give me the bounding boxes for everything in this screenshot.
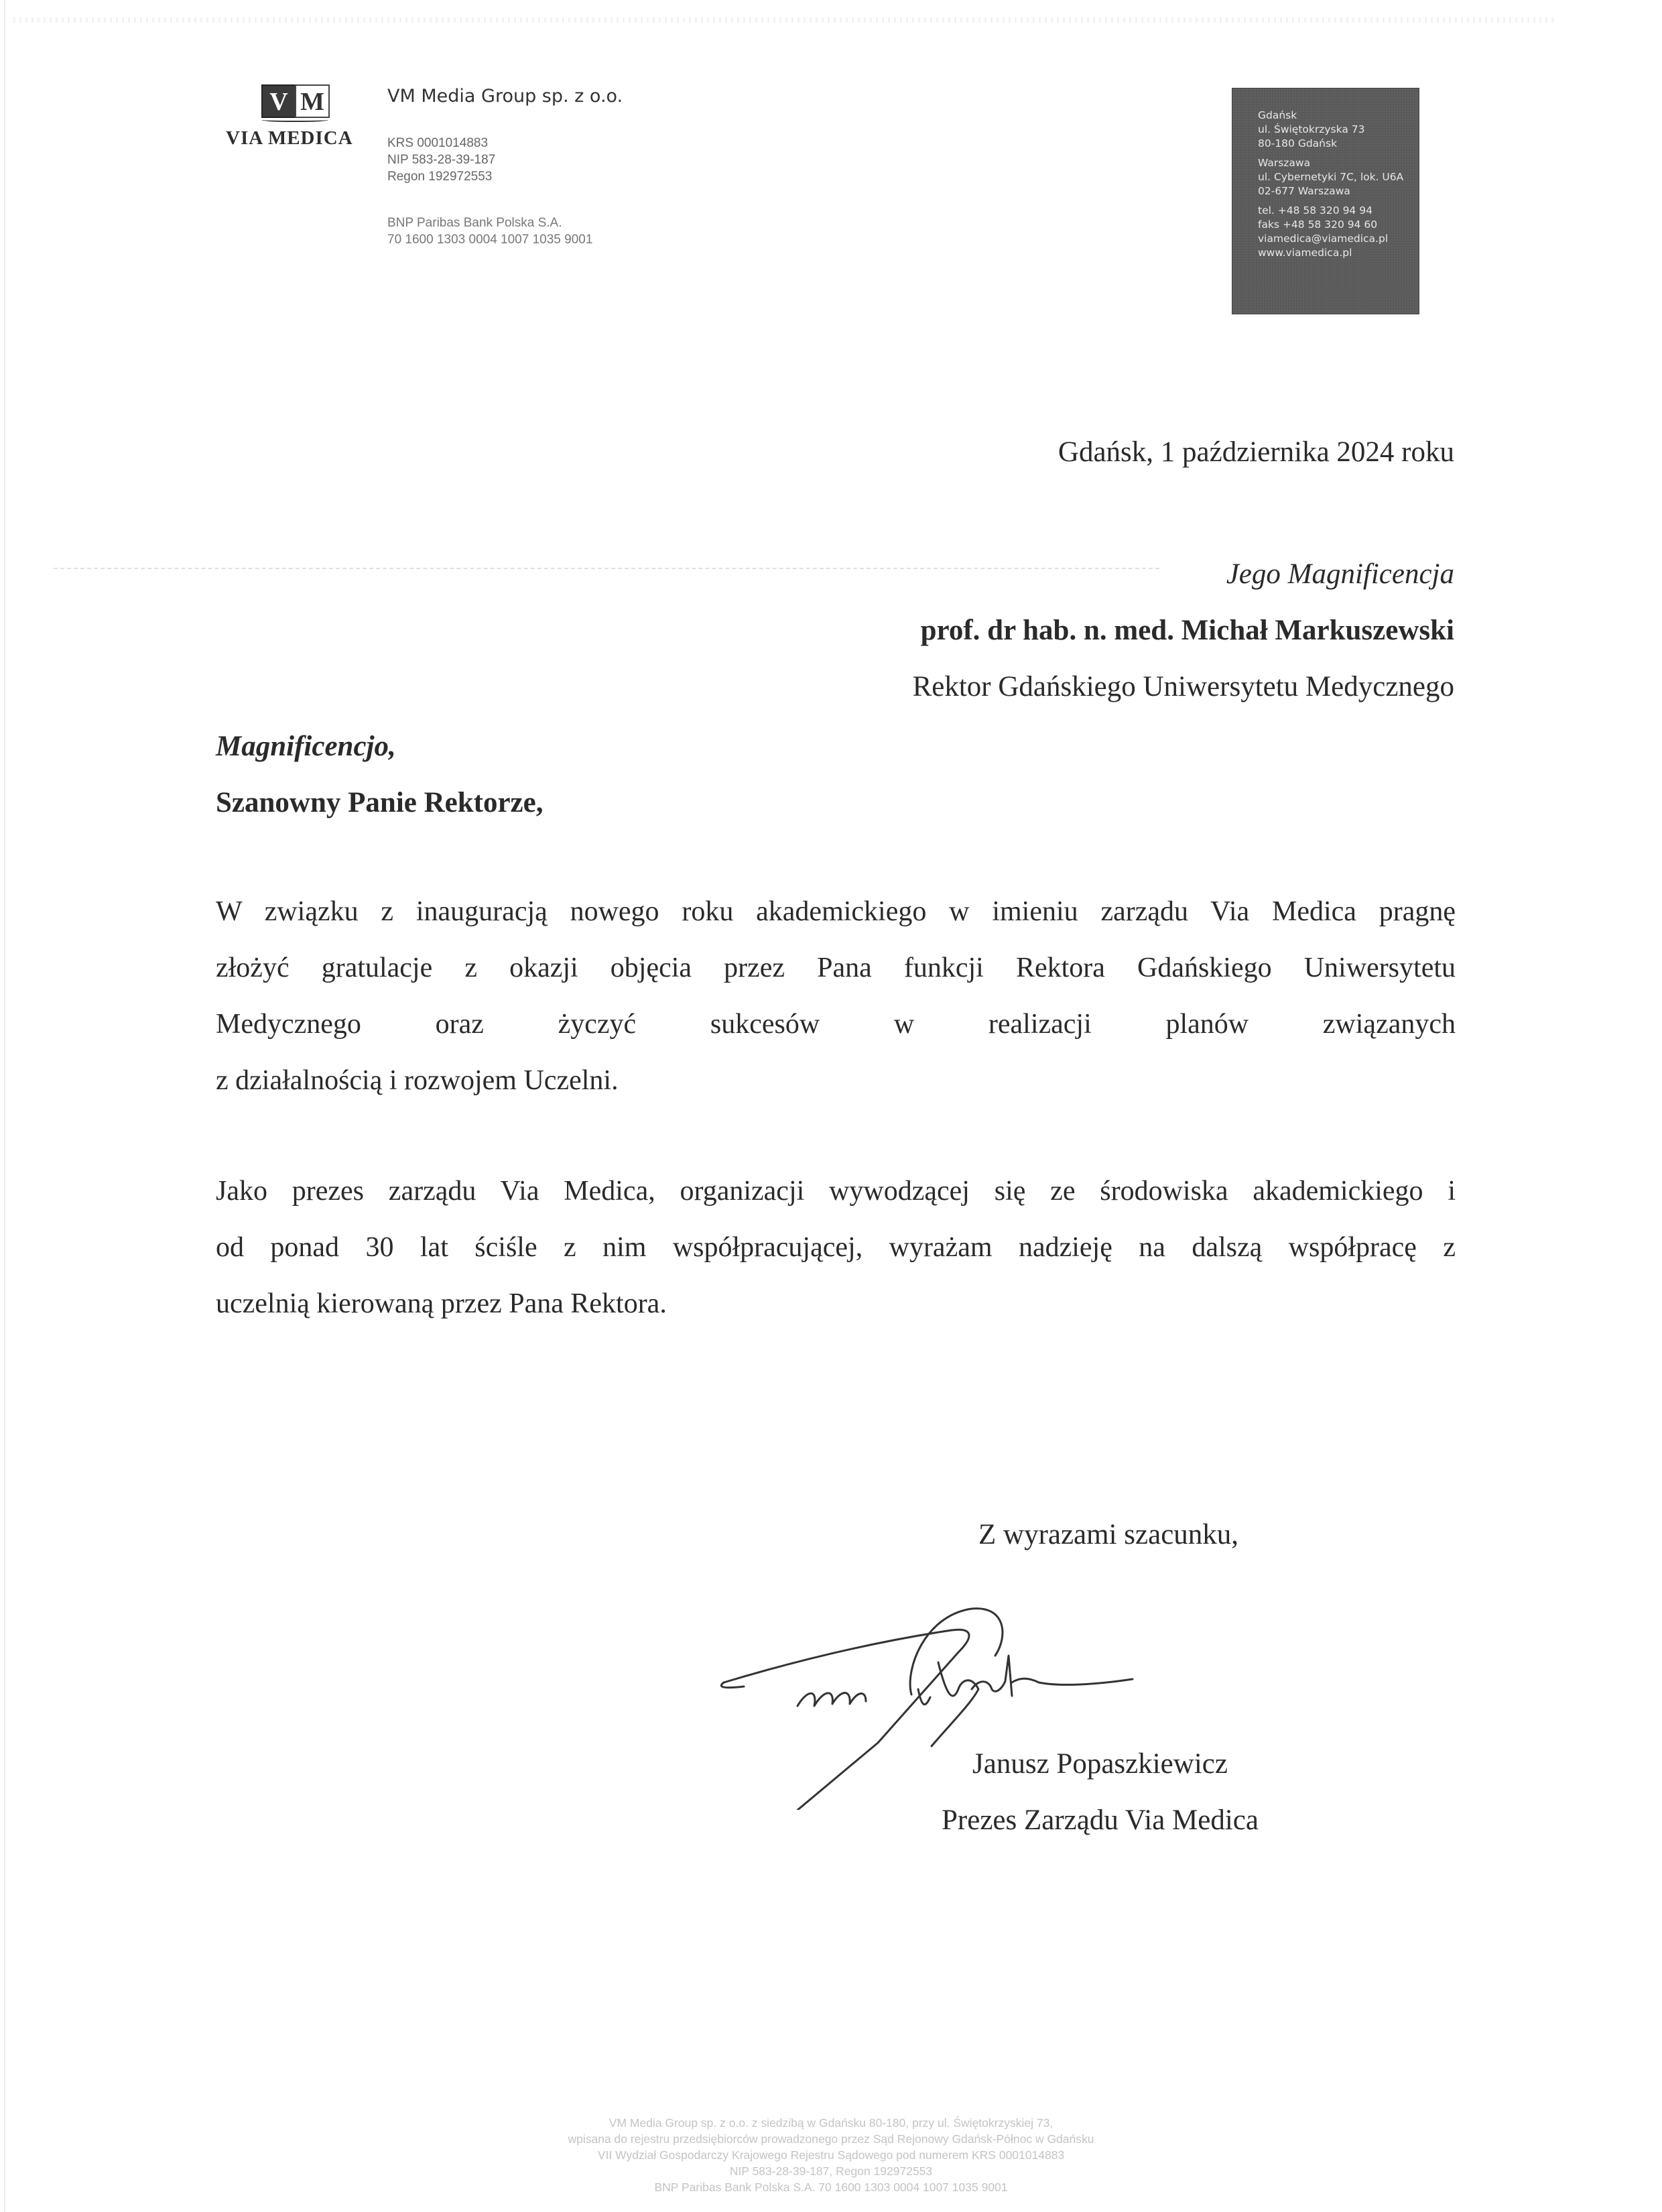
warszawa-street: ul. Cybernetyki 7C, lok. U6A (1258, 171, 1404, 183)
signer-block (942, 1736, 1259, 1849)
recipient-title: Rektor Gdańskiego Uniwersytetu Medycznego (912, 671, 1454, 702)
body-paragraph-2 (216, 1163, 1456, 1332)
bank-account: 70 1600 1303 0004 1007 1035 9001 (387, 233, 593, 247)
logo-page-right (295, 84, 330, 118)
open-book-icon (261, 84, 328, 119)
footer-line: wpisana do rejestru przedsiębiorców prowadzonego przez Sąd Rejonowy Gdańsk-Północ w Gdańsku (568, 2132, 1094, 2146)
bank-name: BNP Paribas Bank Polska S.A. (387, 216, 562, 230)
logo-page-left (261, 84, 296, 118)
salutation-line-2: Szanowny Panie Rektorze, (216, 787, 544, 818)
company-bank (387, 214, 623, 248)
krs-number: KRS 0001014883 (387, 136, 489, 150)
paragraph-line: Medycznego oraz życzyć sukcesów w realizacji planów związanych (216, 1009, 1456, 1040)
salutation (216, 719, 543, 831)
regon-number: Regon 192972553 (387, 170, 493, 184)
warszawa-city: Warszawa (1258, 157, 1311, 169)
paragraph-line: uczelnią kierowaną przez Pana Rektora. (216, 1288, 667, 1319)
paragraph-line: Jako prezes zarządu Via Medica, organizacji wywodzącej się ze środowiska akademickiego i (216, 1176, 1456, 1207)
recipient-honorific: Jego Magnificencja (1226, 558, 1454, 590)
footer-line: VII Wydział Gospodarczy Krajowego Rejestru Sądowego pod numerem KRS 0001014883 (597, 2148, 1065, 2162)
logo-name: VIA MEDICA (226, 127, 353, 149)
closing: Z wyrazami szacunku, (978, 1519, 1239, 1550)
gdansk-postal: 80-180 Gdańsk (1258, 137, 1338, 149)
gdansk-street: ul. Świętokrzyska 73 (1258, 123, 1365, 135)
signer-position: Prezes Zarządu Via Medica (942, 1804, 1259, 1836)
paragraph-line: złożyć gratulacje z okazji objęcia przez Pana funkcji Rektora Gdańskiego Uniwersytetu (216, 953, 1456, 983)
contact-details (1258, 204, 1403, 260)
scan-page-edge (4, 0, 5, 2212)
signer-name: Janusz Popaszkiewicz (972, 1748, 1228, 1780)
gdansk-city: Gdańsk (1258, 109, 1297, 121)
contact-box (1232, 88, 1419, 314)
fax: faks +48 58 320 94 60 (1258, 219, 1378, 231)
footer-line: NIP 583-28-39-187, Regon 192972553 (729, 2164, 933, 2178)
footer-line: VM Media Group sp. z o.o. z siedzibą w Gdańsku 80-180, przy ul. Świętokrzyskiej 73, (609, 2116, 1053, 2130)
company-registration (387, 135, 623, 185)
email-link[interactable]: viamedica@viamedica.pl (1258, 233, 1389, 245)
paragraph-line: z działalnością i rozwojem Uczelni. (216, 1065, 619, 1096)
paragraph-line: W związku z inauguracją nowego roku akademickiego w imieniu zarządu Via Medica pragnę (216, 896, 1456, 927)
legal-footer (429, 2115, 1233, 2195)
company-name: VM Media Group sp. z o.o. (387, 86, 623, 107)
warszawa-postal: 02-677 Warszawa (1258, 185, 1350, 197)
salutation-line-1: Magnificencjo, (216, 731, 396, 762)
logo-book-spine (261, 117, 328, 122)
footer-line: BNP Paribas Bank Polska S.A. 70 1600 1303 0004 1007 1035 9001 (654, 2180, 1008, 2194)
body-paragraph-1 (216, 883, 1456, 1109)
logo-letter-m: M (300, 88, 324, 116)
gdansk-address (1258, 109, 1403, 151)
paragraph-line: od ponad 30 lat ściśle z nim współpracującej, wyrażam nadzieję na dalszą współpracę z (216, 1232, 1456, 1263)
company-info (387, 86, 623, 248)
recipient-block (913, 546, 1454, 715)
website-link[interactable]: www.viamedica.pl (1258, 247, 1352, 259)
scan-noise (13, 17, 1555, 23)
logo-letter-v: V (269, 88, 288, 116)
recipient-name: prof. dr hab. n. med. Michał Markuszewski (920, 615, 1454, 646)
nip-number: NIP 583-28-39-187 (387, 153, 496, 167)
warszawa-address (1258, 156, 1403, 198)
phone: tel. +48 58 320 94 94 (1258, 204, 1372, 217)
letter-date: Gdańsk, 1 października 2024 roku (1058, 436, 1454, 468)
